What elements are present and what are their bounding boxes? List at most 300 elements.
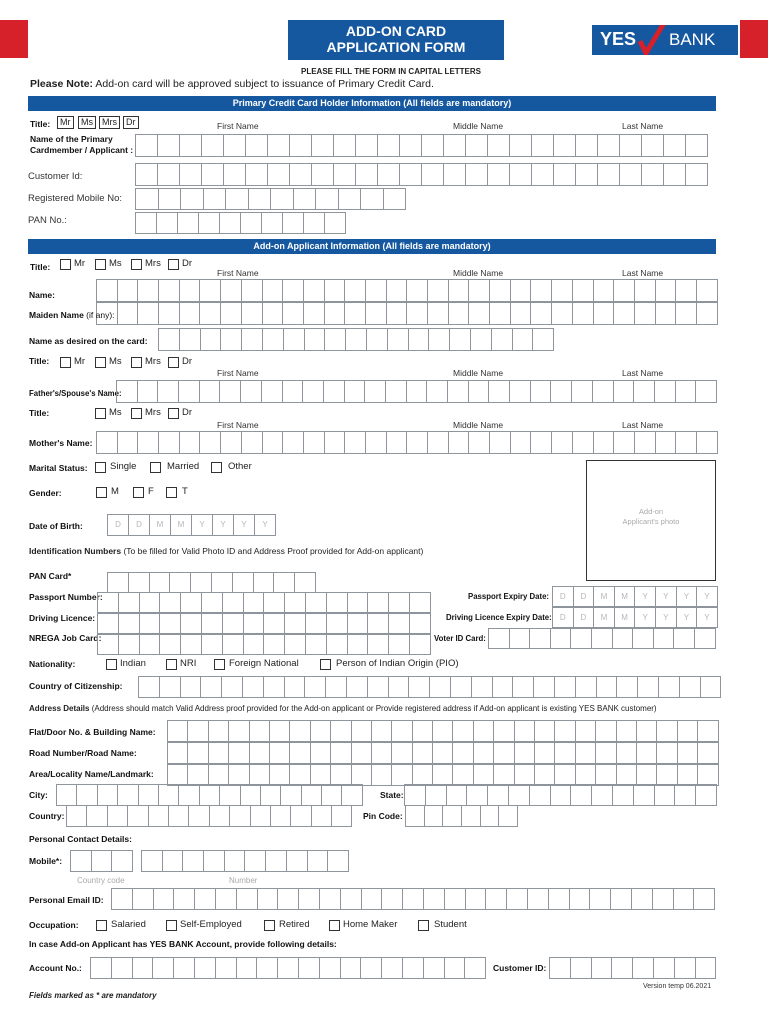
char-box[interactable] bbox=[489, 279, 511, 302]
char-box[interactable]: M bbox=[170, 514, 192, 536]
char-box[interactable] bbox=[118, 613, 140, 634]
father-title-mr-checkbox[interactable] bbox=[60, 357, 71, 368]
char-box[interactable] bbox=[612, 784, 634, 806]
char-box[interactable] bbox=[570, 957, 592, 979]
char-box[interactable] bbox=[591, 784, 613, 806]
char-box[interactable] bbox=[327, 850, 349, 872]
marital-married-checkbox[interactable] bbox=[150, 462, 161, 473]
char-box[interactable] bbox=[488, 380, 510, 403]
char-box[interactable] bbox=[493, 764, 514, 786]
char-box[interactable] bbox=[240, 380, 262, 403]
char-box[interactable] bbox=[509, 163, 532, 186]
char-box[interactable]: M bbox=[149, 514, 171, 536]
char-box[interactable] bbox=[325, 676, 347, 698]
char-box[interactable] bbox=[508, 784, 530, 806]
char-box[interactable] bbox=[118, 592, 140, 613]
addon-title-ms-checkbox[interactable] bbox=[95, 259, 106, 270]
char-box[interactable] bbox=[56, 784, 77, 806]
char-box[interactable] bbox=[241, 302, 263, 325]
char-box[interactable] bbox=[553, 163, 576, 186]
char-box[interactable] bbox=[593, 431, 615, 454]
char-box[interactable] bbox=[321, 784, 342, 806]
char-box[interactable] bbox=[554, 742, 575, 764]
char-box[interactable] bbox=[344, 380, 366, 403]
char-box[interactable] bbox=[591, 628, 613, 649]
char-box[interactable] bbox=[597, 163, 620, 186]
char-box[interactable] bbox=[324, 431, 346, 454]
char-box[interactable] bbox=[324, 212, 346, 234]
mother-title-mrs-checkbox[interactable] bbox=[131, 408, 142, 419]
char-box[interactable] bbox=[532, 328, 554, 351]
char-box[interactable] bbox=[117, 784, 138, 806]
char-box[interactable] bbox=[444, 888, 466, 910]
char-box[interactable] bbox=[654, 784, 676, 806]
char-box[interactable] bbox=[182, 850, 204, 872]
char-box[interactable] bbox=[249, 764, 270, 786]
char-box[interactable]: Y bbox=[634, 586, 656, 607]
char-box[interactable] bbox=[387, 328, 409, 351]
char-box[interactable] bbox=[488, 628, 510, 649]
char-box[interactable] bbox=[262, 279, 284, 302]
char-box[interactable] bbox=[364, 380, 386, 403]
char-box[interactable] bbox=[386, 279, 408, 302]
char-box[interactable] bbox=[654, 380, 676, 403]
char-box[interactable] bbox=[347, 634, 369, 655]
char-box[interactable] bbox=[530, 431, 552, 454]
char-box[interactable] bbox=[551, 302, 573, 325]
char-box[interactable] bbox=[448, 302, 470, 325]
char-box[interactable] bbox=[135, 134, 158, 157]
char-box[interactable] bbox=[595, 742, 616, 764]
char-box[interactable] bbox=[324, 302, 346, 325]
char-box[interactable]: Y bbox=[655, 586, 677, 607]
char-box[interactable] bbox=[187, 764, 208, 786]
char-box[interactable] bbox=[240, 784, 261, 806]
char-box[interactable] bbox=[613, 431, 635, 454]
char-box[interactable] bbox=[270, 805, 291, 827]
char-box[interactable] bbox=[180, 634, 202, 655]
char-box[interactable] bbox=[128, 572, 150, 593]
char-box[interactable] bbox=[229, 805, 250, 827]
char-box[interactable] bbox=[575, 134, 598, 157]
card-name-boxes[interactable] bbox=[158, 328, 553, 351]
char-box[interactable] bbox=[236, 957, 258, 979]
char-box[interactable] bbox=[211, 572, 233, 593]
char-box[interactable] bbox=[167, 720, 188, 742]
char-box[interactable] bbox=[429, 676, 451, 698]
char-box[interactable] bbox=[365, 279, 387, 302]
nationality-indian-checkbox[interactable] bbox=[106, 659, 117, 670]
char-box[interactable] bbox=[223, 163, 246, 186]
char-box[interactable] bbox=[333, 163, 356, 186]
char-box[interactable] bbox=[148, 805, 169, 827]
char-box[interactable] bbox=[261, 380, 283, 403]
area-boxes[interactable] bbox=[167, 764, 718, 786]
char-box[interactable] bbox=[616, 676, 638, 698]
char-box[interactable] bbox=[203, 188, 227, 210]
char-box[interactable] bbox=[612, 628, 634, 649]
char-box[interactable] bbox=[634, 431, 656, 454]
char-box[interactable] bbox=[330, 720, 351, 742]
char-box[interactable] bbox=[158, 784, 179, 806]
char-box[interactable] bbox=[256, 957, 278, 979]
char-box[interactable] bbox=[132, 957, 154, 979]
char-box[interactable] bbox=[282, 380, 304, 403]
char-box[interactable] bbox=[427, 431, 449, 454]
char-box[interactable] bbox=[653, 628, 675, 649]
char-box[interactable] bbox=[549, 957, 571, 979]
char-box[interactable] bbox=[311, 805, 332, 827]
char-box[interactable] bbox=[426, 380, 448, 403]
char-box[interactable] bbox=[551, 279, 573, 302]
char-box[interactable] bbox=[280, 784, 301, 806]
char-box[interactable] bbox=[139, 592, 161, 613]
char-box[interactable] bbox=[446, 784, 468, 806]
char-box[interactable] bbox=[593, 279, 615, 302]
char-box[interactable] bbox=[674, 957, 696, 979]
char-box[interactable] bbox=[443, 134, 466, 157]
char-box[interactable] bbox=[695, 380, 717, 403]
gender-m-checkbox[interactable] bbox=[96, 487, 107, 498]
char-box[interactable] bbox=[409, 592, 431, 613]
char-box[interactable] bbox=[138, 784, 159, 806]
char-box[interactable] bbox=[695, 784, 717, 806]
nationality-pio-checkbox[interactable] bbox=[320, 659, 331, 670]
char-box[interactable] bbox=[178, 784, 199, 806]
char-box[interactable] bbox=[277, 888, 299, 910]
char-box[interactable] bbox=[135, 212, 157, 234]
city-boxes[interactable] bbox=[56, 784, 362, 806]
char-box[interactable] bbox=[461, 805, 481, 827]
dob-boxes[interactable] bbox=[107, 514, 275, 536]
char-box[interactable] bbox=[685, 163, 708, 186]
char-box[interactable] bbox=[263, 676, 285, 698]
char-box[interactable] bbox=[675, 302, 697, 325]
char-box[interactable] bbox=[402, 957, 424, 979]
char-box[interactable] bbox=[250, 805, 271, 827]
char-box[interactable] bbox=[530, 302, 552, 325]
char-box[interactable] bbox=[96, 431, 118, 454]
char-box[interactable] bbox=[159, 634, 181, 655]
char-box[interactable] bbox=[261, 212, 283, 234]
char-box[interactable] bbox=[220, 302, 242, 325]
char-box[interactable] bbox=[616, 720, 637, 742]
char-box[interactable] bbox=[201, 613, 223, 634]
char-box[interactable] bbox=[304, 676, 326, 698]
char-box[interactable] bbox=[388, 634, 410, 655]
char-box[interactable] bbox=[554, 676, 576, 698]
char-box[interactable] bbox=[139, 634, 161, 655]
char-box[interactable] bbox=[465, 888, 487, 910]
char-box[interactable] bbox=[696, 431, 718, 454]
char-box[interactable] bbox=[199, 302, 221, 325]
char-box[interactable] bbox=[675, 380, 697, 403]
country-code-boxes[interactable] bbox=[70, 850, 132, 872]
char-box[interactable] bbox=[589, 888, 611, 910]
char-box[interactable] bbox=[673, 628, 695, 649]
char-box[interactable] bbox=[371, 764, 392, 786]
char-box[interactable] bbox=[330, 764, 351, 786]
char-box[interactable] bbox=[315, 188, 339, 210]
char-box[interactable]: Y bbox=[696, 607, 718, 628]
char-box[interactable] bbox=[402, 888, 424, 910]
nationality-nri-checkbox[interactable] bbox=[166, 659, 177, 670]
char-box[interactable] bbox=[208, 742, 229, 764]
char-box[interactable] bbox=[111, 957, 133, 979]
char-box[interactable] bbox=[656, 720, 677, 742]
char-box[interactable] bbox=[673, 888, 695, 910]
char-box[interactable]: Y bbox=[212, 514, 234, 536]
char-box[interactable] bbox=[696, 279, 718, 302]
char-box[interactable] bbox=[241, 431, 263, 454]
photo-box[interactable] bbox=[586, 460, 716, 581]
mother-name-boxes[interactable] bbox=[96, 431, 717, 454]
char-box[interactable] bbox=[269, 720, 290, 742]
char-box[interactable] bbox=[391, 764, 412, 786]
char-box[interactable]: M bbox=[593, 607, 615, 628]
char-box[interactable] bbox=[201, 592, 223, 613]
char-box[interactable] bbox=[470, 328, 492, 351]
char-box[interactable] bbox=[326, 634, 348, 655]
char-box[interactable] bbox=[388, 592, 410, 613]
char-box[interactable] bbox=[371, 720, 392, 742]
char-box[interactable] bbox=[509, 134, 532, 157]
char-box[interactable] bbox=[570, 628, 592, 649]
char-box[interactable] bbox=[117, 279, 139, 302]
char-box[interactable] bbox=[220, 279, 242, 302]
char-box[interactable]: D bbox=[107, 514, 129, 536]
char-box[interactable] bbox=[96, 279, 118, 302]
char-box[interactable] bbox=[141, 850, 163, 872]
char-box[interactable]: Y bbox=[696, 586, 718, 607]
char-box[interactable] bbox=[386, 302, 408, 325]
father-title-mrs-checkbox[interactable] bbox=[131, 357, 142, 368]
char-box[interactable] bbox=[253, 572, 275, 593]
char-box[interactable] bbox=[514, 720, 535, 742]
char-box[interactable] bbox=[663, 163, 686, 186]
char-box[interactable] bbox=[485, 888, 507, 910]
char-box[interactable] bbox=[452, 764, 473, 786]
char-box[interactable] bbox=[391, 720, 412, 742]
char-box[interactable] bbox=[685, 134, 708, 157]
nationality-foreign-checkbox[interactable] bbox=[214, 659, 225, 670]
char-box[interactable] bbox=[303, 302, 325, 325]
char-box[interactable] bbox=[236, 888, 258, 910]
addon-title-dr-checkbox[interactable] bbox=[168, 259, 179, 270]
char-box[interactable] bbox=[222, 634, 244, 655]
char-box[interactable] bbox=[153, 888, 175, 910]
char-box[interactable] bbox=[506, 888, 528, 910]
char-box[interactable] bbox=[262, 328, 284, 351]
char-box[interactable]: Y bbox=[676, 607, 698, 628]
char-box[interactable] bbox=[655, 279, 677, 302]
char-box[interactable] bbox=[636, 764, 657, 786]
char-box[interactable] bbox=[245, 134, 268, 157]
char-box[interactable] bbox=[531, 134, 554, 157]
char-box[interactable] bbox=[135, 188, 159, 210]
char-box[interactable] bbox=[319, 888, 341, 910]
mother-title-ms-checkbox[interactable] bbox=[95, 408, 106, 419]
char-box[interactable] bbox=[338, 188, 362, 210]
father-title-dr-checkbox[interactable] bbox=[168, 357, 179, 368]
char-box[interactable] bbox=[554, 720, 575, 742]
char-box[interactable] bbox=[219, 212, 241, 234]
char-box[interactable] bbox=[514, 742, 535, 764]
char-box[interactable] bbox=[228, 720, 249, 742]
char-box[interactable] bbox=[305, 634, 327, 655]
char-box[interactable] bbox=[442, 805, 462, 827]
char-box[interactable]: Y bbox=[233, 514, 255, 536]
char-box[interactable] bbox=[284, 676, 306, 698]
char-box[interactable] bbox=[694, 628, 716, 649]
char-box[interactable] bbox=[548, 888, 570, 910]
char-box[interactable] bbox=[294, 572, 316, 593]
char-box[interactable] bbox=[468, 279, 490, 302]
addon-name-boxes-row1[interactable] bbox=[96, 279, 717, 302]
nrega-boxes[interactable] bbox=[97, 634, 430, 655]
char-box[interactable] bbox=[117, 431, 139, 454]
char-box[interactable] bbox=[493, 720, 514, 742]
char-box[interactable] bbox=[157, 163, 180, 186]
char-box[interactable] bbox=[178, 380, 200, 403]
char-box[interactable] bbox=[423, 888, 445, 910]
char-box[interactable] bbox=[310, 742, 331, 764]
char-box[interactable] bbox=[596, 676, 618, 698]
road-boxes[interactable] bbox=[167, 742, 718, 764]
citizenship-boxes[interactable] bbox=[138, 676, 720, 698]
char-box[interactable] bbox=[111, 850, 133, 872]
char-box[interactable] bbox=[168, 805, 189, 827]
gender-t-checkbox[interactable] bbox=[166, 487, 177, 498]
char-box[interactable] bbox=[199, 784, 220, 806]
occupation-home-maker-checkbox[interactable] bbox=[329, 920, 340, 931]
char-box[interactable] bbox=[611, 957, 633, 979]
char-box[interactable] bbox=[137, 431, 159, 454]
char-box[interactable]: Y bbox=[676, 586, 698, 607]
char-box[interactable] bbox=[493, 742, 514, 764]
char-box[interactable]: D bbox=[573, 607, 595, 628]
char-box[interactable] bbox=[697, 742, 718, 764]
char-box[interactable] bbox=[310, 764, 331, 786]
char-box[interactable] bbox=[385, 380, 407, 403]
char-box[interactable] bbox=[200, 328, 222, 351]
char-box[interactable] bbox=[432, 742, 453, 764]
char-box[interactable] bbox=[405, 805, 425, 827]
char-box[interactable] bbox=[381, 957, 403, 979]
char-box[interactable] bbox=[199, 380, 221, 403]
char-box[interactable] bbox=[595, 720, 616, 742]
char-box[interactable] bbox=[377, 163, 400, 186]
char-box[interactable] bbox=[351, 720, 372, 742]
char-box[interactable] bbox=[550, 380, 572, 403]
char-box[interactable] bbox=[674, 784, 696, 806]
father-name-boxes[interactable] bbox=[116, 380, 716, 403]
char-box[interactable] bbox=[365, 431, 387, 454]
char-box[interactable] bbox=[471, 676, 493, 698]
char-box[interactable] bbox=[137, 279, 159, 302]
char-box[interactable] bbox=[399, 134, 422, 157]
char-box[interactable] bbox=[347, 613, 369, 634]
char-box[interactable] bbox=[473, 742, 494, 764]
char-box[interactable]: M bbox=[593, 586, 615, 607]
char-box[interactable] bbox=[188, 805, 209, 827]
char-box[interactable] bbox=[307, 850, 329, 872]
char-box[interactable] bbox=[591, 957, 613, 979]
char-box[interactable] bbox=[303, 212, 325, 234]
char-box[interactable] bbox=[215, 957, 237, 979]
char-box[interactable] bbox=[399, 163, 422, 186]
char-box[interactable] bbox=[406, 431, 428, 454]
char-box[interactable] bbox=[344, 279, 366, 302]
char-box[interactable] bbox=[324, 279, 346, 302]
char-box[interactable] bbox=[636, 742, 657, 764]
addon-name-boxes-row2[interactable] bbox=[96, 302, 717, 325]
occupation-retired-checkbox[interactable] bbox=[264, 920, 275, 931]
char-box[interactable] bbox=[118, 634, 140, 655]
char-box[interactable] bbox=[432, 720, 453, 742]
char-box[interactable] bbox=[534, 720, 555, 742]
char-box[interactable]: D bbox=[552, 586, 574, 607]
char-box[interactable] bbox=[157, 380, 179, 403]
char-box[interactable] bbox=[289, 134, 312, 157]
char-box[interactable] bbox=[111, 888, 133, 910]
char-box[interactable] bbox=[512, 676, 534, 698]
char-box[interactable] bbox=[452, 742, 473, 764]
addon-customer-id-boxes[interactable] bbox=[549, 957, 715, 979]
char-box[interactable] bbox=[633, 784, 655, 806]
char-box[interactable] bbox=[248, 188, 272, 210]
char-box[interactable] bbox=[423, 957, 445, 979]
char-box[interactable] bbox=[450, 676, 472, 698]
char-box[interactable] bbox=[427, 302, 449, 325]
char-box[interactable] bbox=[158, 302, 180, 325]
char-box[interactable] bbox=[173, 888, 195, 910]
char-box[interactable] bbox=[228, 764, 249, 786]
char-box[interactable] bbox=[575, 720, 596, 742]
char-box[interactable] bbox=[447, 380, 469, 403]
char-box[interactable] bbox=[267, 134, 290, 157]
char-box[interactable] bbox=[70, 850, 92, 872]
char-box[interactable] bbox=[613, 279, 635, 302]
char-box[interactable] bbox=[421, 163, 444, 186]
char-box[interactable] bbox=[424, 805, 444, 827]
char-box[interactable] bbox=[412, 742, 433, 764]
char-box[interactable] bbox=[97, 634, 119, 655]
char-box[interactable] bbox=[636, 720, 657, 742]
char-box[interactable] bbox=[360, 188, 384, 210]
char-box[interactable] bbox=[388, 613, 410, 634]
char-box[interactable] bbox=[159, 613, 181, 634]
char-box[interactable] bbox=[273, 572, 295, 593]
char-box[interactable] bbox=[180, 592, 202, 613]
char-box[interactable] bbox=[367, 592, 389, 613]
char-box[interactable] bbox=[406, 302, 428, 325]
char-box[interactable] bbox=[360, 957, 382, 979]
state-boxes[interactable] bbox=[404, 784, 716, 806]
char-box[interactable] bbox=[289, 764, 310, 786]
char-box[interactable] bbox=[289, 742, 310, 764]
char-box[interactable] bbox=[406, 279, 428, 302]
char-box[interactable] bbox=[209, 805, 230, 827]
char-box[interactable] bbox=[222, 613, 244, 634]
char-box[interactable] bbox=[208, 720, 229, 742]
char-box[interactable] bbox=[220, 328, 242, 351]
char-box[interactable] bbox=[267, 163, 290, 186]
char-box[interactable] bbox=[260, 784, 281, 806]
char-box[interactable] bbox=[616, 764, 637, 786]
pan-no-boxes[interactable] bbox=[135, 212, 345, 234]
char-box[interactable] bbox=[245, 163, 268, 186]
